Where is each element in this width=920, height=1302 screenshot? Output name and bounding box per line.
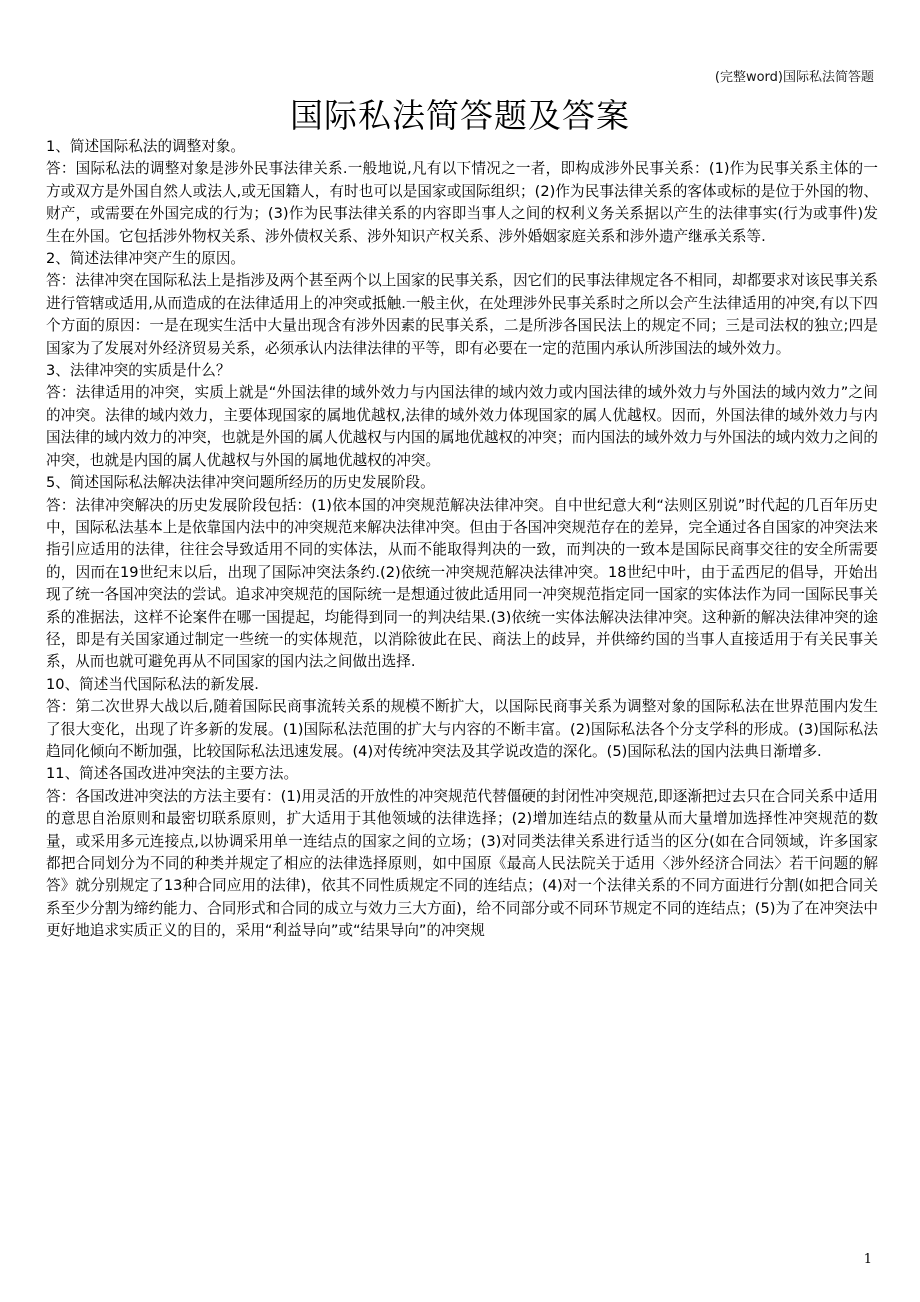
question-5: 5、简述国际私法解决法律冲突问题所经历的历史发展阶段。 [46, 474, 435, 492]
question-11: 11、简述各国改进冲突法的主要方法。 [46, 765, 299, 783]
page-number: 1 [863, 1252, 872, 1267]
question-3: 3、法律冲突的实质是什么？ [46, 362, 231, 380]
answer-2: 答：法律冲突在国际私法上是指涉及两个甚至两个以上国家的民事关系，因它们的民事法律规定各不相同，却都要求对该民事关系进行管辖或适用,从而造成的在法律适用上的冲突或抵触.一般主伙，在处理涉外民事关系时之所以会产生法律适用的冲突,有以下四个方面的原因：一是在现实生活中大量出现含有涉外因素的民事关系，二是所涉各国民法上的规定不同；三是司法权的独立;四是国家为了发展对外经济贸易关系，必须承认内法律法律的平等，即有必要在一定的范围内承认所涉国法的域外效力。 [46, 272, 878, 357]
question-10: 10、简述当代国际私法的新发展. [46, 675, 259, 693]
answer-3: 答：法律适用的冲突，实质上就是“外国法律的域外效力与内国法律的域内效力或内国法律的域外效力与外国法的域内效力”之间的冲突。法律的域内效力，主要体现国家的属地优越权,法律的域外效力体现国家的属人优越权。因而，外国法律的域外效力与内国法律的域内效力的冲突，也就是外国的属人优越权与内国的属地优越权的冲突；而内国法的域外效力与外国法的域内效力之间的冲突，也就是内国的属人优越权与外国的属地优越权的冲突。 [46, 384, 878, 469]
answer-1: 答：国际私法的调整对象是涉外民事法律关系.一般地说,凡有以下情况之一者，即构成涉外民事关系：(1)作为民事关系主体的一方或双方是外国自然人或法人,或无国籍人，有时也可以是国家或国际组织；(2)作为民事法律关系的客体或标的是位于外国的物、财产，或需要在外国完成的行为；(3)作为民事法律关系的内容即当事人之间的权利义务关系据以产生的法律事实(行为或事件)发生在外国。它包括涉外物权关系、涉外债权关系、涉外知识产权关系、涉外婚姻家庭关系和涉外遗产继承关系等. [46, 160, 878, 245]
question-1: 1、简述国际私法的调整对象。 [46, 138, 246, 155]
document-body [46, 136, 878, 943]
answer-5: 答：法律冲突解决的历史发展阶段包括：(1)依本国的冲突规范解决法律冲突。自中世纪意大利“法则区别说”时代起的几百年历史中，国际私法基本上是依靠国内法中的冲突规范来解决法律冲突。但由于各国冲突规范存在的差异，完全通过各自国家的冲突法来指引应适用的法律，往往会导致适用不同的实体法，从而不能取得判决的一致，而判决的一致本是国际民商事交往的安全所需要的，因而在19世纪末以后，出现了国际冲突法条约.(2)依统一冲突规范解决法律冲突。18世纪中叶，由于孟西尼的倡导，开始出现了统一各国冲突法的尝试。追求冲突规范的国际统一是想通过彼此适用同一冲突规范指定同一国家的实体法作为同一国际民事关系的准据法，这样不论案件在哪一国提起，均能得到同一的判决结果.(3)依统一实体法解决法律冲突。这种新的解决法律冲突的途径，即是有关国家通过制定一些统一的实体规范，以消除彼此在民、商法上的歧异，并供缔约国的当事人直接适用于有关民事关系，从而也就可避免再从不同国家的国内法之间做出选择. [46, 496, 878, 671]
running-header: (完整word)国际私法简答题 [714, 70, 874, 85]
document-title: 国际私法简答题及答案 [290, 96, 630, 135]
question-2: 2、简述法律冲突产生的原因。 [46, 250, 246, 268]
answer-11: 答：各国改进冲突法的方法主要有：(1)用灵活的开放性的冲突规范代替僵硬的封闭性冲突规范,即逐渐把过去只在合同关系中适用的意思自治原则和最密切联系原则，扩大适用于其他领域的法律选择；(2)增加连结点的数量从而大量增加选择性冲突规范的数量，或采用多元连接点,以协调采用单一连结点的国家之间的立场；(3)对同类法律关系进行适当的区分(如在合同领域，许多国家都把合同划分为不同的种类并规定了相应的法律选择原则，如中国原《最高人民法院关于适用〈涉外经济合同法〉若干问题的解答》就分别规定了13种合同应用的法律)，依其不同性质规定不同的连结点；(4)对一个法律关系的不同方面进行分割(如把合同关系至少分割为缔约能力、合同形式和合同的成立与效力三大方面)，给不同部分或不同环节规定不同的连结点；(5)为了在冲突法中更好地追求实质正义的目的，采用“利益导向”或“结果导向”的冲突规 [46, 787, 878, 940]
answer-10: 答：第二次世界大战以后,随着国际民商事流转关系的规模不断扩大，以国际民商事关系为调整对象的国际私法在世界范围内发生了很大变化，出现了许多新的发展。(1)国际私法范围的扩大与内容的不断丰富。(2)国际私法各个分支学科的形成。(3)国际私法趋同化倾向不断加强，比较国际私法迅速发展。(4)对传统冲突法及其学说改造的深化。(5)国际私法的国内法典日渐增多. [46, 698, 878, 760]
